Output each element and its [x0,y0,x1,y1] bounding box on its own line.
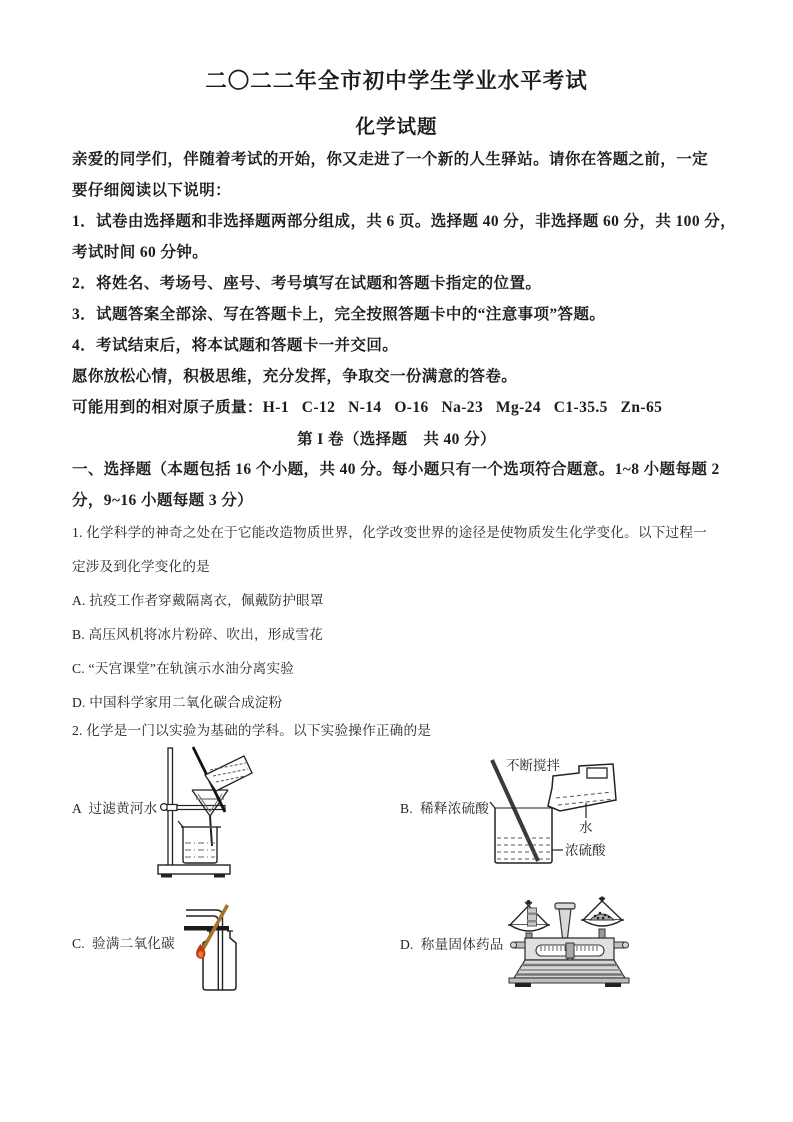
question-1-stem-line-2: 定涉及到化学变化的是 [72,559,210,574]
figure-balance-diagram [495,894,640,1004]
note-1-line-2: 考试时间 60 分钟。 [72,244,209,261]
co2-test-apparatus-icon [180,897,264,1011]
question-1-option-d: D. 中国科学家用二氧化碳合成淀粉 [72,695,283,710]
question-1-option-b: B. 高压风机将冰片粉碎、吹出，形成雪花 [72,627,323,642]
glass-cover-plate [184,926,229,931]
pouring-beaker [205,756,252,791]
note-2: 2．将姓名、考场号、座号、考号填写在试题和答题卡指定的位置。 [72,275,542,292]
question-2-option-c-label: C. 验满二氧化碳 [72,936,175,951]
receiving-beaker [178,821,221,863]
wish-line: 愿你放松心情，积极思维，充分发挥，争取交一份满意的答卷。 [72,368,518,385]
stir-label: 不断搅拌 [506,758,560,773]
right-pan [581,897,624,939]
atomic-mass-line: 可能用到的相对原子质量：H-1 C-12 N-14 O-16 Na-23 Mg-24 C1-35.5 Zn-65 [72,399,663,416]
water-label: 水 [579,820,593,835]
question-1-option-a: A. 抗疫工作者穿戴隔离衣，佩戴防护眼罩 [72,593,324,608]
flame-core [198,951,203,957]
solid-sample-pile [590,914,614,920]
stirring-rod [492,760,538,861]
figure-dilution-diagram [486,748,628,870]
preface-line-1: 亲爱的同学们，伴随着考试的开始，你又走进了一个新的人生驿站。请你在答题之前，一定 [72,151,709,168]
section-instruction-line-1: 一、选择题（本题包括 16 个小题，共 40 分。每小题只有一个选项符合题意。1~8 小题每题 2 [72,461,720,478]
question-1-stem-line-1: 1. 化学科学的神奇之处在于它能改造物质世界，化学改变世界的途径是使物质发生化学变化。以下过程一 [72,525,707,540]
pointer-pillar [555,903,575,938]
question-1-option-c: C. “天宫课堂”在轨演示水油分离实验 [72,661,295,676]
note-1-line-1: 1．试卷由选择题和非选择题两部分组成，共 6 页。选择题 40 分，非选择题 60 分，共 100 分， [72,213,737,230]
exam-subject: 化学试题 [355,117,438,138]
exam-title: 二〇二二年全市初中学生学业水平考试 [205,69,588,93]
acid-label: 浓硫酸 [565,843,606,858]
section-instruction-line-2: 分，9~16 小题每题 3 分） [72,492,254,509]
balance-scale-icon [495,894,640,1004]
preface-line-2: 要仔细阅读以下说明： [72,182,232,199]
acid-beaker [490,802,552,863]
question-2-option-b-label: B. 稀释浓硫酸 [400,801,490,816]
figure-filtration-diagram [156,742,282,880]
balance-base [509,960,629,987]
question-2-option-a-label: A 过滤黄河水 [72,801,158,816]
note-4: 4．考试结束后，将本试题和答题卡一并交回。 [72,337,399,354]
filtration-apparatus-icon [156,742,282,880]
note-3: 3．试题答案全部涂、写在答题卡上，完全按照答题卡中的“注意事项”答题。 [72,306,606,323]
question-2-option-d-label: D. 称量固体药品 [400,937,504,952]
water-vessel [548,764,616,835]
part1-header: 第 I 卷（选择题 共 40 分） [297,431,496,448]
question-2-stem: 2. 化学是一门以实验为基础的学科。以下实验操作正确的是 [72,723,432,738]
figure-co2-test-diagram [180,897,264,1011]
weight-cylinder [528,908,537,926]
dilution-apparatus-icon [486,748,628,870]
